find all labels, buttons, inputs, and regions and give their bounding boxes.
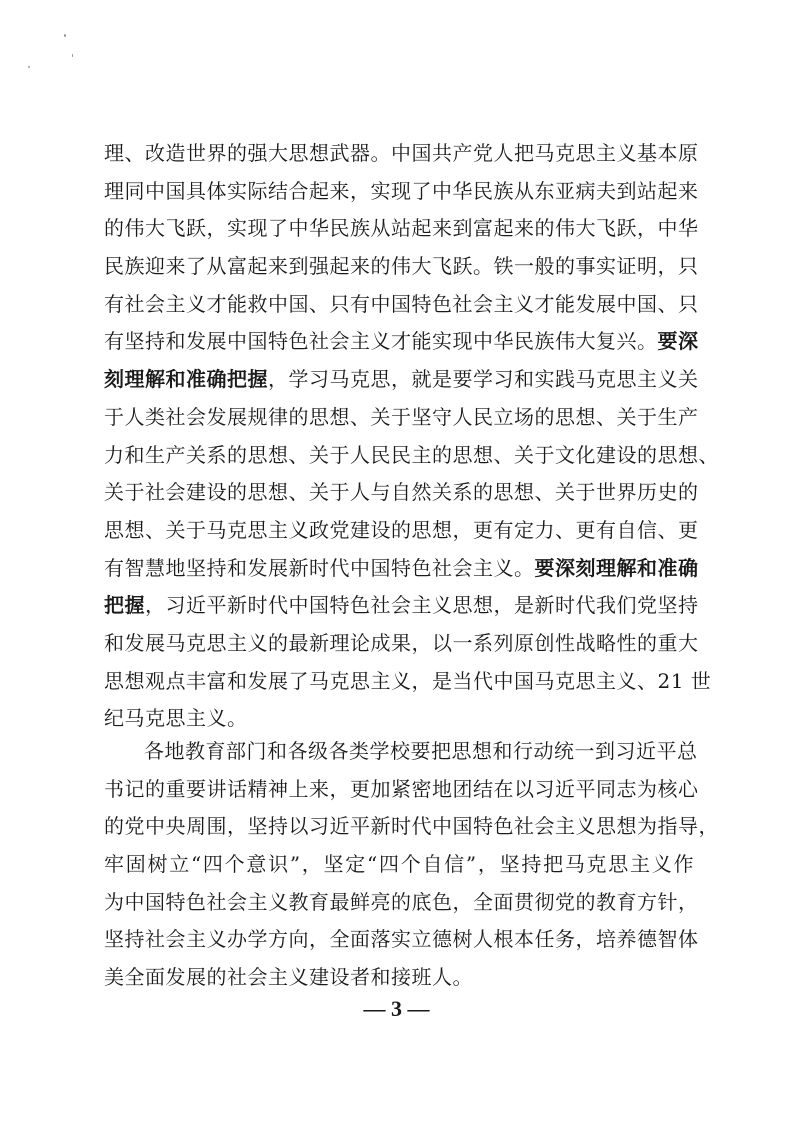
body-text: 于人类社会发展规律的思想、关于坚守人民立场的思想、关于生产 [104, 404, 699, 429]
text-line [104, 550, 699, 588]
body-text: 的党中央周围，坚持以习近平新时代中国特色社会主义思想为指导， [104, 814, 719, 839]
text-line [104, 135, 699, 173]
scan-speck [72, 54, 73, 57]
text-line [104, 286, 699, 324]
body-text: 各地教育部门和各级各类学校要把思想和行动统一到习近平总 [144, 739, 698, 763]
body-text: ，习近平新时代中国特色社会主义思想，是新时代我们党坚持 [145, 593, 699, 618]
paragraph-2 [104, 733, 719, 997]
bold-emphasis-text: 把握 [104, 593, 145, 618]
body-text: ，学习马克思，就是要学习和实践马克思主义关 [268, 367, 699, 392]
text-line [104, 733, 698, 771]
text-line [104, 663, 712, 701]
body-text: 美全面发展的社会主义建设者和接班人。 [104, 965, 473, 990]
body-text: 有坚持和发展中国特色社会主义才能实现中华民族伟大复兴。 [104, 329, 658, 354]
body-text: 理同中国具体实际结合起来，实现了中华民族从东亚病夫到站起来 [104, 178, 699, 203]
text-line [104, 808, 719, 846]
body-text: 理、改造世界的强大思想武器。中国共产党人把马克思主义基本原 [104, 141, 699, 165]
text-line [104, 884, 699, 922]
bold-emphasis-text: 要深刻理解和准确 [534, 555, 699, 580]
body-text: 为中国特色社会主义教育最鲜亮的底色，全面贯彻党的教育方针， [104, 889, 699, 914]
body-text: 关于社会建设的思想、关于人与自然关系的思想、关于世界历史的 [104, 480, 699, 505]
body-text: 坚持社会主义办学方向，全面落实立德树人根本任务，培养德智体 [104, 927, 699, 952]
bold-emphasis-text: 要深 [657, 329, 699, 354]
body-text: 的伟大飞跃，实现了中华民族从站起来到富起来的伟大飞跃，中华 [104, 216, 699, 241]
text-line [104, 474, 699, 512]
body-text: 书记的重要讲话精神上来，更加紧密地团结在以习近平同志为核心 [104, 776, 699, 801]
text-line [104, 210, 699, 248]
text-line [104, 625, 699, 663]
text-line [104, 361, 699, 399]
scan-speck [64, 34, 66, 37]
body-text: 牢固树立“四个意识”，坚定“四个自信”，坚持把马克思主义作 [104, 852, 694, 877]
text-line [104, 173, 699, 211]
body-text: 思想、关于马克思主义政党建设的思想，更有定力、更有自信、更 [104, 517, 699, 542]
text-line [104, 399, 699, 437]
text-line [104, 323, 699, 361]
text-line [104, 921, 699, 959]
body-text: 和发展马克思主义的最新理论成果，以一系列原创性战略性的重大 [104, 630, 699, 655]
text-line [104, 437, 719, 475]
text-line [104, 512, 699, 550]
text-line [104, 959, 694, 997]
body-text: 思想观点丰富和发展了马克思主义，是当代中国马克思主义、21 世 [104, 668, 712, 693]
body-text: 有社会主义才能救中国、只有中国特色社会主义才能发展中国、只 [104, 291, 699, 316]
text-line [104, 248, 699, 286]
body-text: 有智慧地坚持和发展新时代中国特色社会主义。 [104, 555, 535, 580]
text-line [104, 846, 694, 884]
bold-emphasis-text: 刻理解和准确把握 [104, 367, 268, 392]
scan-speck [28, 66, 30, 68]
page-number: — 3 — [363, 996, 430, 1021]
body-text: 力和生产关系的思想、关于人民民主的思想、关于文化建设的思想、 [104, 442, 719, 467]
body-text: 纪马克思主义。 [104, 706, 248, 731]
body-text: 民族迎来了从富起来到强起来的伟大飞跃。铁一般的事实证明，只 [104, 254, 699, 279]
text-line [104, 771, 699, 809]
text-line [104, 587, 699, 625]
paragraph-1 [104, 135, 719, 738]
